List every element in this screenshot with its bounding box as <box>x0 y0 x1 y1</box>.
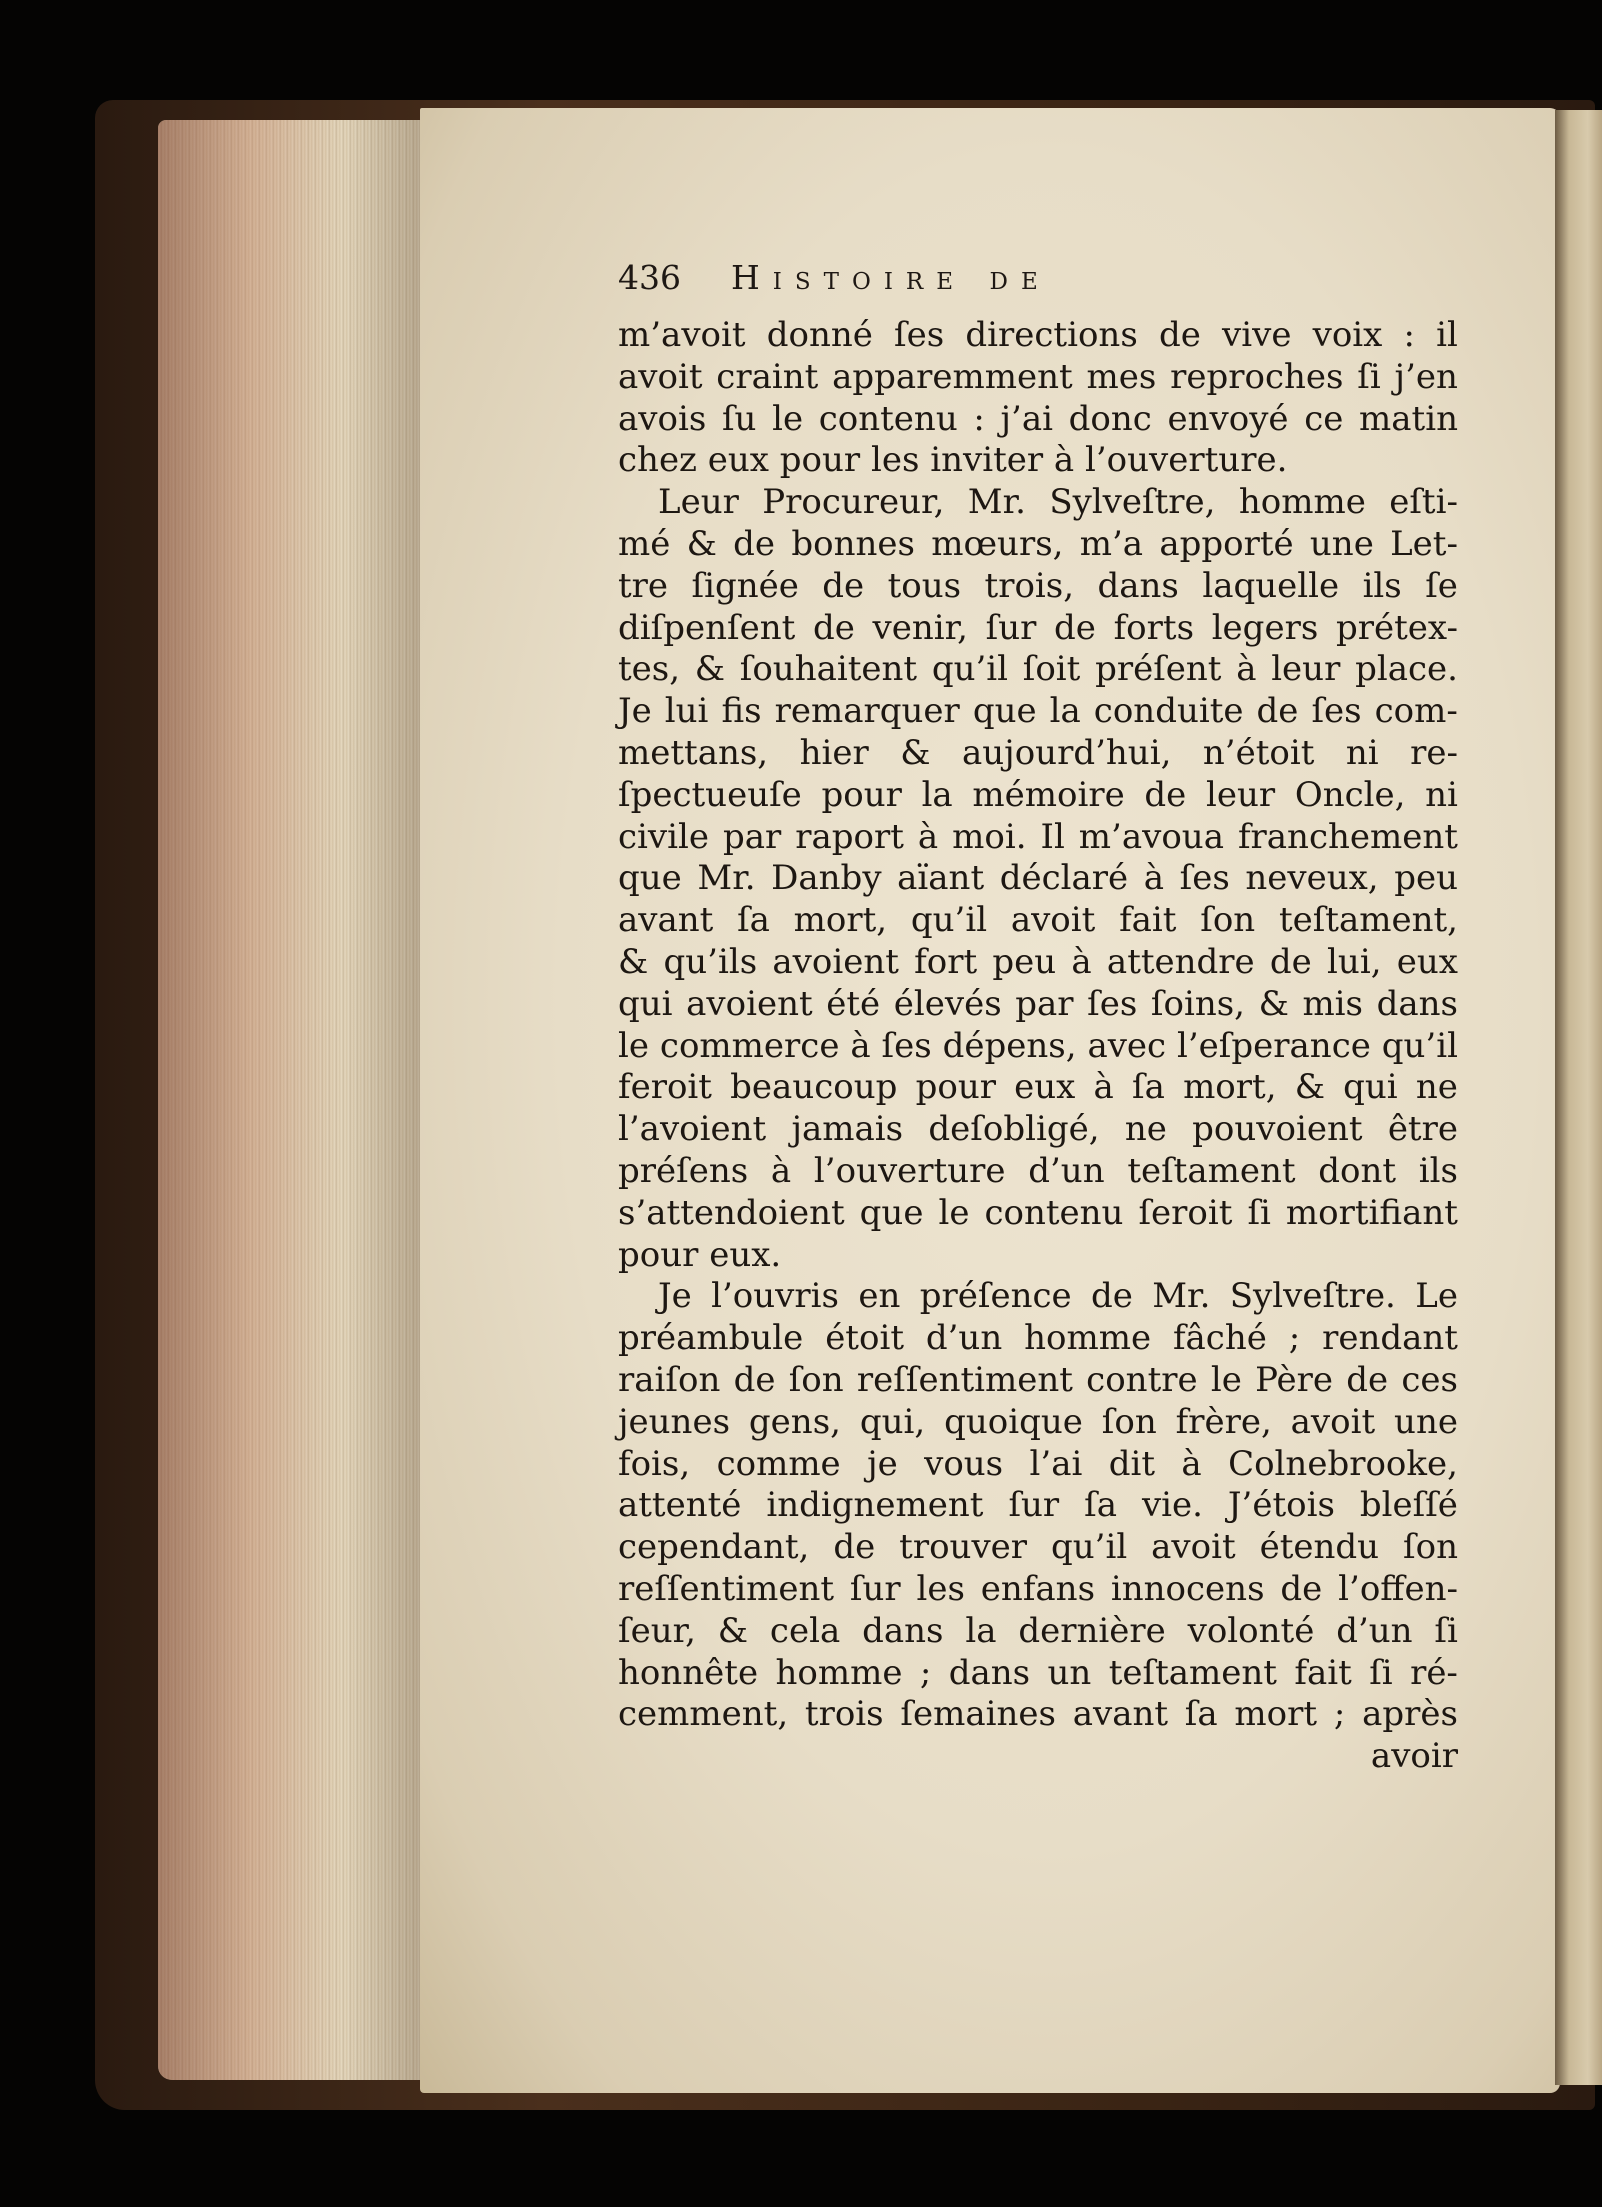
text-line: cemment, trois ſemaines avant ſa mort ; après <box>618 1694 1458 1735</box>
text-line: préambule étoit d’un homme fâché ; rendant <box>618 1318 1458 1359</box>
text-line: Je lui fis remarquer que la conduite de ſes com- <box>618 691 1458 732</box>
text-line: pour eux. <box>618 1234 782 1275</box>
text-line: s’attendoient que le contenu ſeroit ſi mortifiant <box>618 1192 1458 1233</box>
text-line: avoit craint apparemment mes reproches ſi j’en <box>618 356 1458 397</box>
text-line: ſpectueuſe pour la mémoire de leur Oncle, ni <box>618 774 1458 815</box>
text-line: raiſon de ſon reſſentiment contre le Père de ces <box>618 1359 1458 1400</box>
text-line: jeunes gens, qui, quoique ſon frère, avoit une <box>618 1401 1458 1442</box>
text-line: ſeur, & cela dans la dernière volonté d’un ſi <box>618 1610 1458 1651</box>
text-line: chez eux pour les inviter à l’ouverture. <box>618 440 1288 481</box>
text-line: Je l’ouvris en préſence de Mr. Sylveſtre. Le <box>658 1276 1458 1317</box>
page-header <box>618 258 1318 308</box>
text-line: mettans, hier & aujourd’hui, n’étoit ni re- <box>618 732 1458 773</box>
text-line: cependant, de trouver qu’il avoit étendu ſon <box>618 1527 1458 1568</box>
text-line: qui avoient été élevés par ſes ſoins, & mis dans <box>618 983 1458 1024</box>
text-line: feroit beaucoup pour eux à ſa mort, & qui ne <box>618 1067 1458 1108</box>
text-line: l’avoient jamais deſobligé, ne pouvoient être <box>618 1109 1458 1150</box>
text-line: diſpenſent de venir, ſur de forts legers prétex- <box>618 607 1458 648</box>
text-line: & qu’ils avoient fort peu à attendre de lui, eux <box>618 941 1458 982</box>
text-line: honnête homme ; dans un teſtament fait ſi ré- <box>618 1652 1458 1693</box>
text-line: tes, & ſouhaitent qu’il ſoit préſent à leur place. <box>618 649 1458 690</box>
body-text <box>618 315 1458 1778</box>
text-line: que Mr. Danby aïant déclaré à ſes neveux, peu <box>618 858 1458 899</box>
page-edges-shading <box>158 120 423 2080</box>
text-line: tre ſignée de tous trois, dans laquelle ils ſe <box>618 565 1458 606</box>
text-line: avant ſa mort, qu’il avoit fait ſon teſtament, <box>618 900 1458 941</box>
text-line: attenté indignement ſur ſa vie. J’étois bleſſé <box>618 1485 1458 1526</box>
text-line: m’avoit donné ſes directions de vive voix : il <box>618 315 1458 355</box>
catchword-line <box>618 1736 1458 1778</box>
catchword: avoir <box>1370 1736 1458 1777</box>
running-head: Histoire de <box>731 258 1051 297</box>
text-line: fois, comme je vous l’ai dit à Colnebrooke, <box>618 1443 1458 1484</box>
text-line: mé & de bonnes mœurs, m’a apporté une Let- <box>618 523 1458 564</box>
facing-page-gutter <box>1555 110 1602 2085</box>
text-line: civile par raport à moi. Il m’avoua franchement <box>618 816 1458 857</box>
text-line: le commerce à ſes dépens, avec l’eſperance qu’il <box>618 1025 1458 1066</box>
text-line: reſſentiment ſur les enfans innocens de l’offen- <box>618 1568 1458 1609</box>
text-line: préſens à l’ouverture d’un teſtament dont ils <box>618 1150 1458 1191</box>
page-number: 436 <box>618 258 681 297</box>
text-line: Leur Procureur, Mr. Sylveſtre, homme eſti- <box>658 482 1458 523</box>
text-line: avois ſu le contenu : j’ai donc envoyé ce matin <box>618 398 1458 439</box>
